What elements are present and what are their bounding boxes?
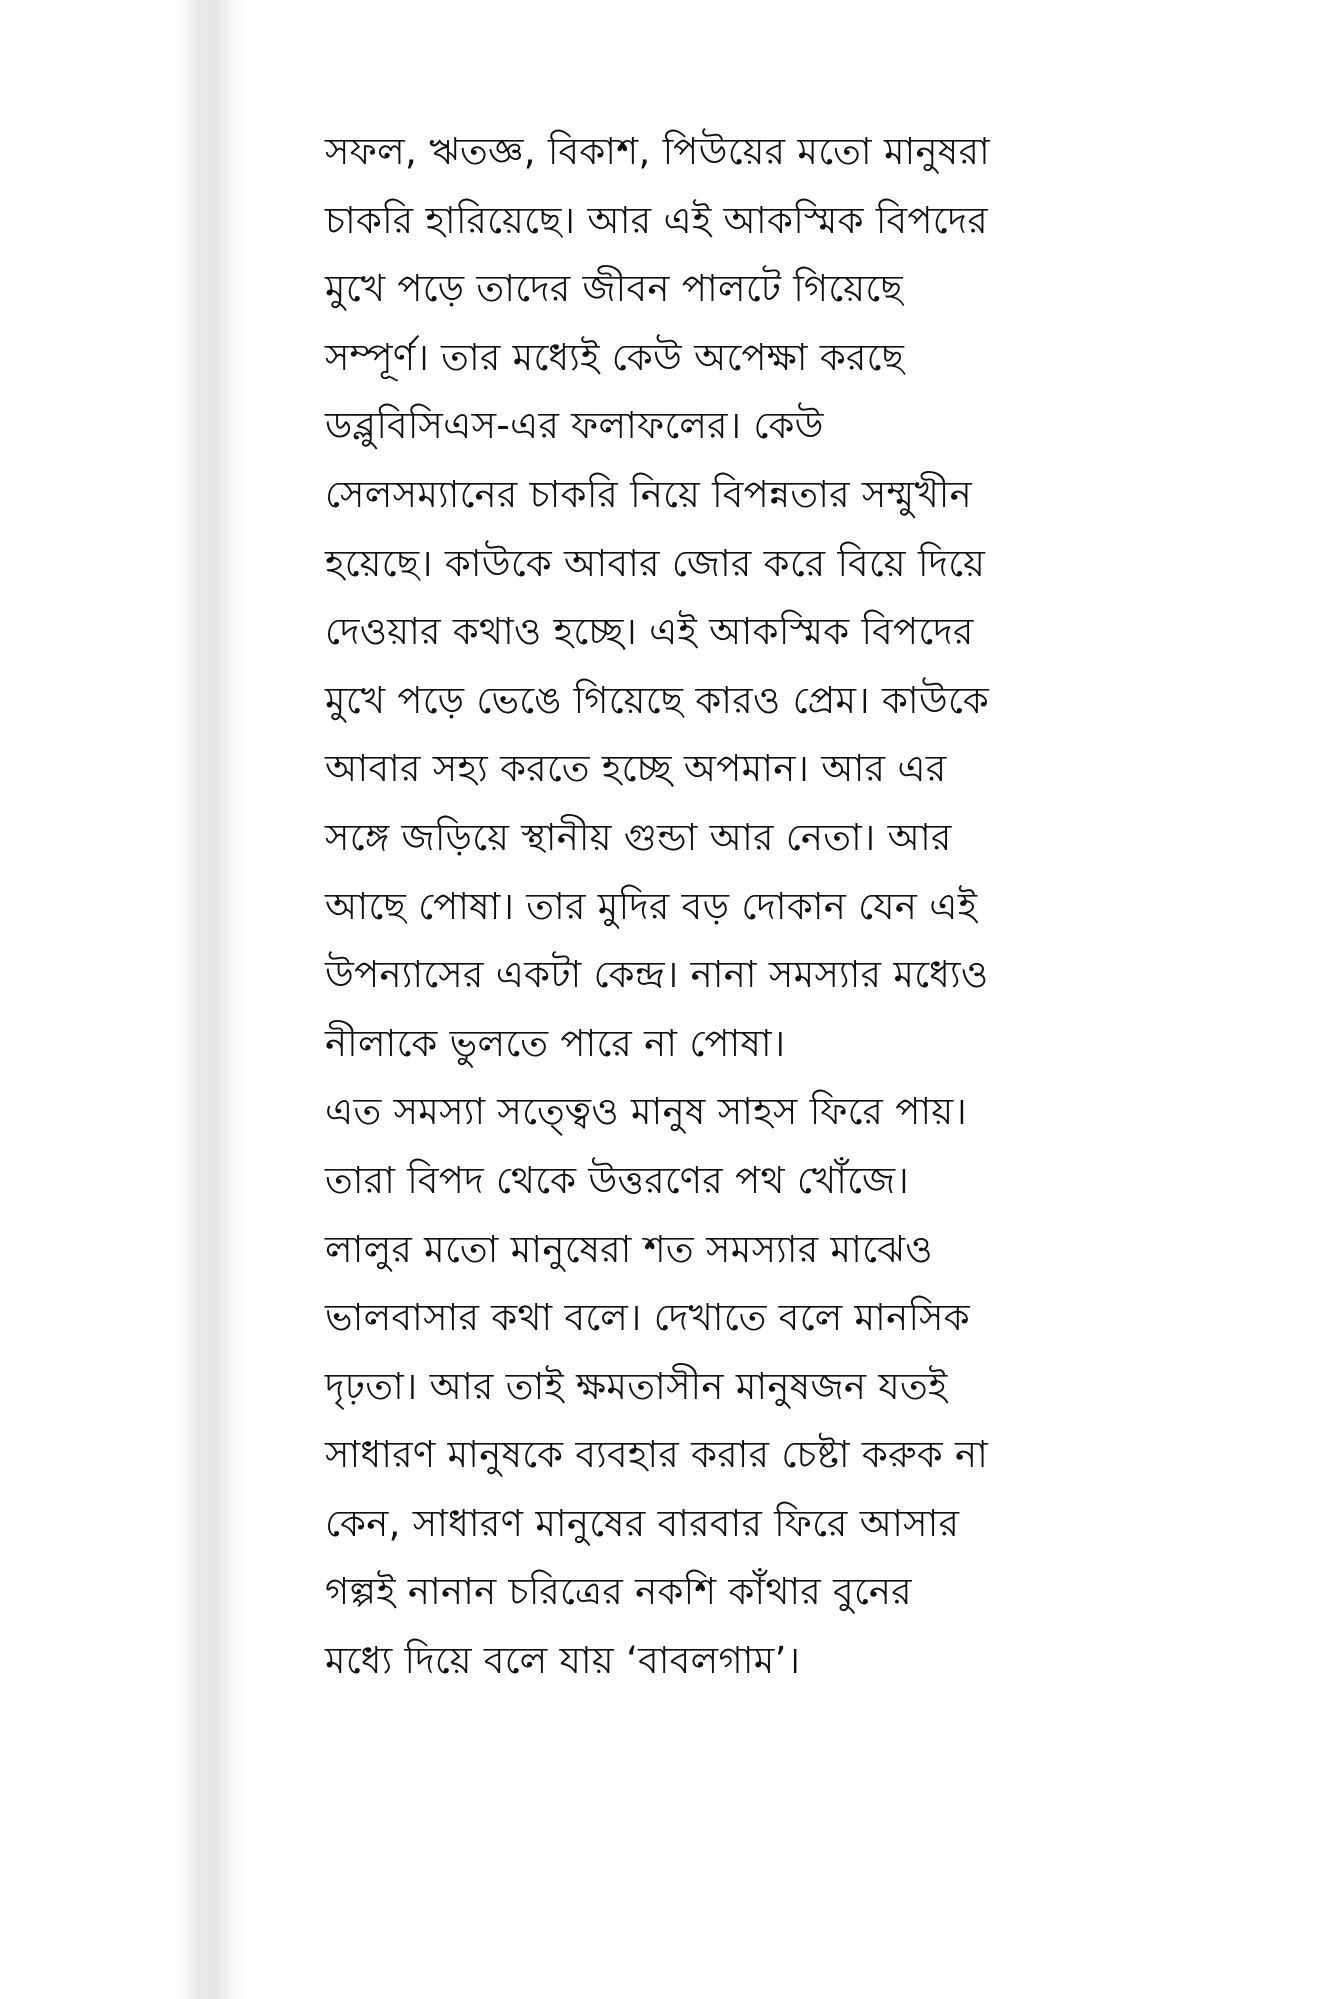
text-line: ডব্লুবিসিএস-এর ফলাফলের। কেউ [325, 404, 824, 448]
text-line: দৃঢ়তা। আর তাই ক্ষমতাসীন মানুষজন যতই [325, 1364, 948, 1408]
text-line: সাধারণ মানুষকে ব্যবহার করার চেষ্টা করুক না [325, 1433, 989, 1477]
text-line: লালুর মতো মানুষেরা শত সমস্যার মাঝেও [325, 1227, 933, 1271]
text-line: মুখে পড়ে তাদের জীবন পালটে গিয়েছে [325, 267, 903, 311]
text-line: মধ্যে দিয়ে বলে যায় ‘বাবলগাম’। [325, 1639, 801, 1683]
text-line: মুখে পড়ে ভেঙে গিয়েছে কারও প্রেম। কাউকে [325, 678, 990, 722]
book-gutter-shadow [178, 0, 248, 1999]
text-line: সম্পূর্ণ। তার মধ্যেই কেউ অপেক্ষা করছে [325, 335, 905, 379]
text-line: চাকরি হারিয়েছে। আর এই আকস্মিক বিপদের [325, 198, 989, 242]
text-line: সঙ্গে জড়িয়ে স্থানীয় গুন্ডা আর নেতা। আর [325, 815, 952, 859]
body-text [325, 118, 1085, 1696]
text-line: সফল, ঋতজ্ঞ, বিকাশ, পিউয়ের মতো মানুষরা [325, 130, 990, 173]
text-line: তারা বিপদ থেকে উত্তরণের পথ খোঁজে। [325, 1158, 909, 1202]
text-line: আছে পোষা। তার মুদির বড় দোকান যেন এই [325, 884, 978, 928]
text-line: আবার সহ্য করতে হচ্ছে অপমান। আর এর [325, 747, 947, 791]
text-line: সেলসম্যানের চাকরি নিয়ে বিপন্নতার সম্মুখীন [325, 472, 973, 516]
text-line: গল্পই নানান চরিত্রের নকশি কাঁথার বুনের [325, 1570, 912, 1614]
text-line: হয়েছে। কাউকে আবার জোর করে বিয়ে দিয়ে [325, 541, 986, 585]
text-line: এত সমস্যা সত্ত্বেও মানুষ সাহস ফিরে পায়। [325, 1090, 968, 1134]
text-line: ভালবাসার কথা বলে। দেখাতে বলে মানসিক [325, 1296, 970, 1340]
text-line: উপন্যাসের একটা কেন্দ্র। নানা সমস্যার মধ্যেও [325, 953, 989, 997]
text-line: কেন, সাধারণ মানুষের বারবার ফিরে আসার [325, 1501, 960, 1545]
text-line: নীলাকে ভুলতে পারে না পোষা। [325, 1021, 786, 1065]
text-line: দেওয়ার কথাও হচ্ছে। এই আকস্মিক বিপদের [325, 610, 974, 654]
